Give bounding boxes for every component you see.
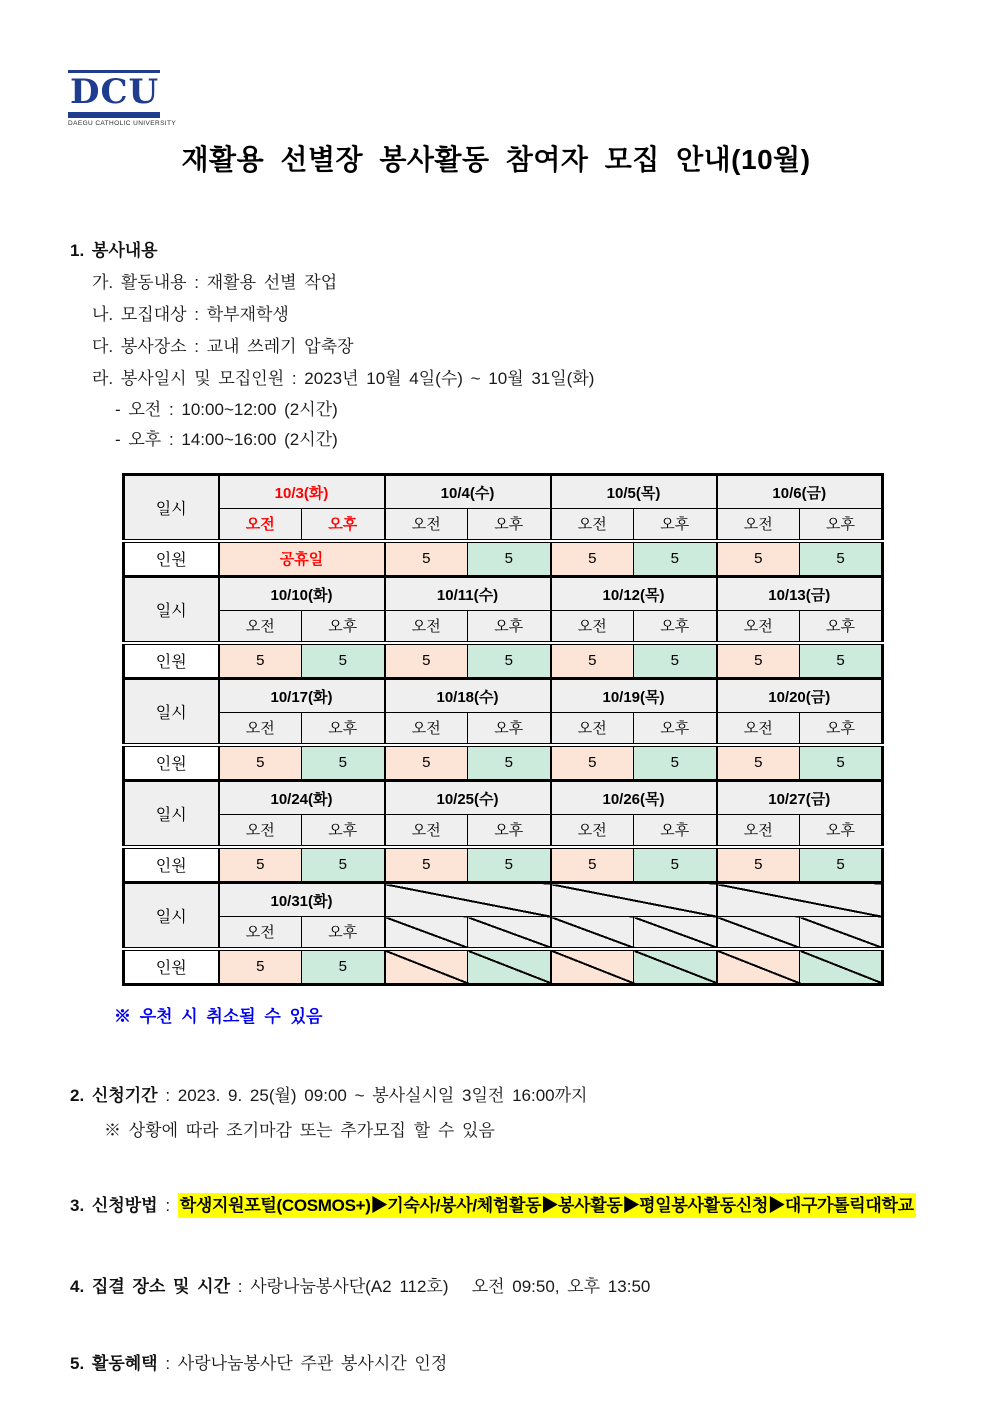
date-cell: 10/11(수) xyxy=(385,577,551,611)
session-pm-cell: 오후 xyxy=(800,815,883,847)
table-row xyxy=(124,577,883,611)
row-label-count: 인원 xyxy=(124,541,219,577)
session-pm-cell: 오후 xyxy=(634,713,717,745)
count-pm-cell: 5 xyxy=(634,541,717,577)
table-row xyxy=(124,679,883,713)
section-2-text: 2023. 9. 25(월) 09:00 ~ 봉사실시일 3일전 16:00까지 xyxy=(177,1086,588,1105)
count-am-cell: 5 xyxy=(717,745,800,781)
crossed-date-cell xyxy=(385,883,551,917)
date-cell: 10/17(화) xyxy=(219,679,385,713)
count-pm-cell: 5 xyxy=(468,847,551,883)
session-pm-cell: 오후 xyxy=(302,713,385,745)
count-am-cell: 5 xyxy=(551,643,634,679)
date-cell: 10/5(목) xyxy=(551,475,717,509)
date-cell: 10/4(수) xyxy=(385,475,551,509)
crossed-date-cell xyxy=(551,883,717,917)
count-am-cell: 5 xyxy=(219,745,302,781)
section-4-heading: 4. 집결 장소 및 시간 xyxy=(70,1277,231,1296)
crossed-count-cell xyxy=(634,949,717,985)
session-pm-cell: 오후 xyxy=(302,815,385,847)
crossed-date-cell xyxy=(717,883,883,917)
section-3-separator: : xyxy=(157,1196,178,1215)
application-path-highlight: 학생지원포털(COSMOS+)▶기숙사/봉사/체험활동▶봉사활동▶평일봉사활동신청▶대구가톨릭대학교 xyxy=(178,1193,916,1218)
table-row xyxy=(124,541,883,577)
rain-cancellation-note: ※ 우천 시 취소될 수 있음 xyxy=(114,1007,323,1026)
session-am-cell: 오전 xyxy=(717,509,800,541)
table-row xyxy=(124,643,883,679)
date-cell: 10/26(목) xyxy=(551,781,717,815)
section-5-heading: 5. 활동혜택 xyxy=(70,1354,158,1373)
session-am-cell: 오전 xyxy=(385,713,468,745)
logo-acronym: DCU xyxy=(68,70,160,118)
date-cell: 10/27(금) xyxy=(717,781,883,815)
count-pm-cell: 5 xyxy=(634,847,717,883)
session-am-cell: 오전 xyxy=(385,815,468,847)
count-am-cell: 5 xyxy=(717,541,800,577)
crossed-session-cell xyxy=(385,917,468,949)
date-cell: 10/10(화) xyxy=(219,577,385,611)
time-line-am: - 오전 : 10:00~12:00 (2시간) xyxy=(115,400,338,419)
session-pm-cell: 오후 xyxy=(468,815,551,847)
count-pm-cell: 5 xyxy=(302,643,385,679)
count-pm-cell: 5 xyxy=(468,745,551,781)
count-am-cell: 5 xyxy=(551,541,634,577)
section-4-text: 사랑나눔봉사단(A2 112호) 오전 09:50, 오후 13:50 xyxy=(250,1277,651,1296)
section-5-separator: : xyxy=(157,1354,178,1373)
section-1-items xyxy=(70,267,992,455)
session-pm-cell: 오후 xyxy=(302,509,385,541)
date-cell: 10/18(수) xyxy=(385,679,551,713)
table-row xyxy=(124,949,883,985)
date-cell: 10/13(금) xyxy=(717,577,883,611)
section-5 xyxy=(70,1349,992,1374)
date-cell: 10/6(금) xyxy=(717,475,883,509)
session-am-cell: 오전 xyxy=(219,917,302,949)
count-am-cell: 5 xyxy=(551,847,634,883)
session-pm-cell: 오후 xyxy=(302,611,385,643)
date-cell: 10/19(목) xyxy=(551,679,717,713)
session-pm-cell: 오후 xyxy=(634,509,717,541)
count-pm-cell: 5 xyxy=(468,541,551,577)
content-line-activity: 가. 활동내용 : 재활용 선별 작업 xyxy=(92,273,338,292)
section-3 xyxy=(70,1191,992,1216)
count-pm-cell: 5 xyxy=(302,949,385,985)
count-pm-cell: 5 xyxy=(800,541,883,577)
count-am-cell: 5 xyxy=(717,643,800,679)
count-pm-cell: 5 xyxy=(634,745,717,781)
count-pm-cell: 5 xyxy=(800,847,883,883)
section-2-heading: 2. 신청기간 xyxy=(70,1086,158,1105)
table-row xyxy=(124,713,883,745)
session-am-cell: 오전 xyxy=(219,815,302,847)
session-am-cell: 오전 xyxy=(219,509,302,541)
count-pm-cell: 5 xyxy=(302,745,385,781)
section-1-heading: 1. 봉사내용 xyxy=(70,241,158,260)
session-pm-cell: 오후 xyxy=(800,611,883,643)
count-am-cell: 5 xyxy=(385,745,468,781)
count-am-cell: 5 xyxy=(385,541,468,577)
crossed-count-cell xyxy=(468,949,551,985)
date-cell: 10/24(화) xyxy=(219,781,385,815)
crossed-count-cell xyxy=(800,949,883,985)
content-line-place: 다. 봉사장소 : 교내 쓰레기 압축장 xyxy=(92,337,354,356)
section-3-heading: 3. 신청방법 xyxy=(70,1196,158,1215)
crossed-session-cell xyxy=(468,917,551,949)
count-pm-cell: 5 xyxy=(302,847,385,883)
session-am-cell: 오전 xyxy=(385,509,468,541)
session-am-cell: 오전 xyxy=(551,611,634,643)
section-4 xyxy=(70,1272,992,1297)
table-row xyxy=(124,847,883,883)
page-title: 재활용 선별장 봉사활동 참여자 모집 안내(10월) xyxy=(181,144,811,175)
section-2 xyxy=(70,1081,992,1106)
session-am-cell: 오전 xyxy=(717,611,800,643)
section-5-text: 사랑나눔봉사단 주관 봉사시간 인정 xyxy=(177,1354,448,1373)
row-label-datetime: 일시 xyxy=(124,883,219,949)
count-am-cell: 5 xyxy=(717,847,800,883)
session-pm-cell: 오후 xyxy=(634,815,717,847)
row-label-datetime: 일시 xyxy=(124,475,219,541)
section-1 xyxy=(70,236,992,455)
crossed-session-cell xyxy=(717,917,800,949)
crossed-count-cell xyxy=(385,949,468,985)
session-am-cell: 오전 xyxy=(551,713,634,745)
table-row xyxy=(124,815,883,847)
content-line-target: 나. 모집대상 : 학부재학생 xyxy=(92,305,289,324)
session-am-cell: 오전 xyxy=(551,509,634,541)
count-am-cell: 5 xyxy=(385,847,468,883)
count-am-cell: 5 xyxy=(385,643,468,679)
crossed-session-cell xyxy=(800,917,883,949)
session-pm-cell: 오후 xyxy=(302,917,385,949)
date-cell: 10/12(목) xyxy=(551,577,717,611)
row-label-datetime: 일시 xyxy=(124,679,219,745)
crossed-count-cell xyxy=(717,949,800,985)
table-row xyxy=(124,509,883,541)
section-4-separator: : xyxy=(230,1277,251,1296)
schedule-table xyxy=(122,473,884,986)
holiday-cell: 공휴일 xyxy=(219,541,385,577)
crossed-session-cell xyxy=(634,917,717,949)
session-pm-cell: 오후 xyxy=(468,611,551,643)
date-cell: 10/3(화) xyxy=(219,475,385,509)
count-pm-cell: 5 xyxy=(800,745,883,781)
row-label-count: 인원 xyxy=(124,847,219,883)
row-label-count: 인원 xyxy=(124,643,219,679)
table-row xyxy=(124,611,883,643)
session-pm-cell: 오후 xyxy=(468,509,551,541)
schedule-table-body xyxy=(124,475,883,985)
table-row xyxy=(124,883,883,917)
count-am-cell: 5 xyxy=(219,643,302,679)
count-pm-cell: 5 xyxy=(468,643,551,679)
table-row xyxy=(124,917,883,949)
row-label-count: 인원 xyxy=(124,949,219,985)
table-row xyxy=(124,475,883,509)
session-am-cell: 오전 xyxy=(551,815,634,847)
row-label-datetime: 일시 xyxy=(124,781,219,847)
date-cell: 10/31(화) xyxy=(219,883,385,917)
schedule-table-wrap xyxy=(122,473,992,986)
content-line-schedule: 라. 봉사일시 및 모집인원 : 2023년 10월 4일(수) ~ 10월 31일(화) xyxy=(92,369,595,388)
logo-university-name: DAEGU CATHOLIC UNIVERSITY xyxy=(68,120,177,127)
row-label-count: 인원 xyxy=(124,745,219,781)
session-am-cell: 오전 xyxy=(219,611,302,643)
table-row xyxy=(124,745,883,781)
session-am-cell: 오전 xyxy=(717,713,800,745)
time-line-pm: - 오후 : 14:00~16:00 (2시간) xyxy=(115,430,338,449)
count-am-cell: 5 xyxy=(219,949,302,985)
section-2-separator: : xyxy=(157,1086,178,1105)
session-pm-cell: 오후 xyxy=(468,713,551,745)
count-pm-cell: 5 xyxy=(800,643,883,679)
table-row xyxy=(124,781,883,815)
count-pm-cell: 5 xyxy=(634,643,717,679)
date-cell: 10/25(수) xyxy=(385,781,551,815)
dcu-logo xyxy=(68,70,177,127)
session-pm-cell: 오후 xyxy=(800,509,883,541)
session-am-cell: 오전 xyxy=(219,713,302,745)
session-am-cell: 오전 xyxy=(717,815,800,847)
crossed-count-cell xyxy=(551,949,634,985)
count-am-cell: 5 xyxy=(219,847,302,883)
row-label-datetime: 일시 xyxy=(124,577,219,643)
date-cell: 10/20(금) xyxy=(717,679,883,713)
crossed-session-cell xyxy=(551,917,634,949)
session-pm-cell: 오후 xyxy=(800,713,883,745)
count-am-cell: 5 xyxy=(551,745,634,781)
session-am-cell: 오전 xyxy=(385,611,468,643)
section-2-note: ※ 상황에 따라 조기마감 또는 추가모집 할 수 있음 xyxy=(104,1121,495,1140)
session-pm-cell: 오후 xyxy=(634,611,717,643)
